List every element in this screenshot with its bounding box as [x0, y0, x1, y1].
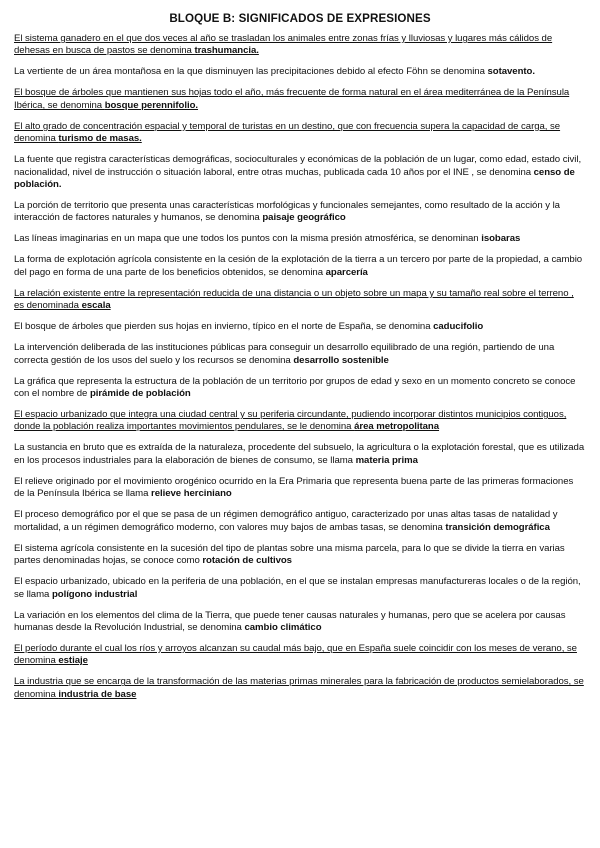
- definition-paragraph: [14, 442, 586, 467]
- definition-paragraph: [14, 576, 586, 601]
- definition-paragraph: [14, 121, 586, 146]
- defined-term: escala: [81, 300, 111, 312]
- defined-term: bosque perennifolio.: [104, 99, 199, 111]
- definition-text: El espacio urbanizado que integra una ciudad central y su periferia circundante, pudiendo incorporar distintos municipios contiguos, donde la población realiza importantes movimientos pendulares, se le denomina: [14, 409, 567, 433]
- definition-paragraph: [14, 254, 586, 279]
- defined-term: paisaje geográfico: [262, 212, 346, 224]
- definition-text: El período durante el cual los ríos y arroyos alcanzan su caudal más bajo, que en España suele coincidir con los meses de verano, se denomina: [14, 642, 577, 667]
- definition-text: Las líneas imaginarias en un mapa que une todos los puntos con la misma presión atmosférica, se denominan: [14, 233, 482, 245]
- defined-term: estiaje: [58, 655, 88, 667]
- definition-paragraph: [14, 33, 586, 58]
- definition-paragraph: [14, 376, 586, 401]
- definition-text: El sistema ganadero en el que dos veces al año se trasladan los animales entre zonas frías y lluviosas y lugares más cálidos de dehesas en busca de pastos se denomina: [14, 33, 553, 57]
- definition-paragraph: [14, 509, 586, 534]
- definition-text: La relación existente entre la representación reducida de una distancia o un objeto sobre un mapa y su tamaño real sobre el terreno , es denominada: [14, 287, 574, 312]
- defined-term: censo de población.: [14, 166, 575, 191]
- definition-text: El bosque de árboles que mantienen sus hojas todo el año, más frecuente de forma natural en el área mediterránea de la Península Ibérica, se denomina: [14, 87, 570, 111]
- definition-paragraph: [14, 66, 586, 78]
- defined-term: materia prima: [355, 454, 418, 466]
- definition-paragraph: [14, 200, 586, 225]
- definition-text: La fuente que registra características demográficas, socioculturales y económicas de la población de un lugar, como edad, estado civil, nacionalidad, nivel de instrucción o situación laboral, entre otras muchas, publicada cada 10 años por el INE , se denomina: [14, 154, 582, 178]
- definition-paragraph: [14, 543, 586, 568]
- defined-term: rotación de cultivos: [202, 555, 292, 567]
- defined-term: caducifolio: [433, 321, 484, 333]
- definition-text: La porción de territorio que presenta unas características morfológicas y funcionales semejantes, como resultado de la acción y la interacción de factores naturales y humanos, se denomina: [14, 200, 560, 224]
- defined-term: polígono industrial: [51, 588, 138, 600]
- definition-paragraph: [14, 233, 586, 245]
- defined-term: turismo de masas.: [58, 133, 142, 145]
- definition-text: La intervención deliberada de las instituciones públicas para conseguir un desarrollo equilibrado de una región, partiendo de una correcta gestión de los usos del suelo y los recursos se denomina: [14, 342, 555, 366]
- defined-term: desarrollo sostenible: [293, 354, 389, 366]
- defined-term: cambio climático: [244, 621, 322, 633]
- definition-text: El bosque de árboles que pierden sus hojas en invierno, típico en el norte de España, se denomina: [14, 321, 434, 333]
- defined-term: trashumancia.: [194, 45, 259, 57]
- definition-text: La forma de explotación agrícola consistente en la cesión de la explotación de la tierra a un tercero por parte de la propiedad, a cambio del pago en forma de una parte de los beneficios obtenidos, se denomina: [14, 254, 583, 278]
- definition-text: El proceso demográfico por el que se pasa de un régimen demográfico antiguo, caracterizado por unas altas tasas de natalidad y mortalidad, a un régimen demográfico moderno, con valores muy bajos de ambas tasas, se denomina: [14, 509, 558, 533]
- definition-paragraph: [14, 154, 586, 191]
- definition-paragraph: [14, 321, 586, 333]
- defined-term: transición demográfica: [445, 521, 550, 533]
- definition-text: El relieve originado por el movimiento orogénico ocurrido en la Era Primaria que representa buena parte de las primeras formaciones de la Península Ibérica se llama: [14, 475, 574, 500]
- definition-text: La sustancia en bruto que es extraída de la naturaleza, procedente del subsuelo, la agricultura o la explotación forestal, que es utilizada en los procesos industriales para la elaboración de bienes de consumo, se llama: [14, 442, 585, 466]
- page-title: BLOQUE B: SIGNIFICADOS DE EXPRESIONES: [169, 12, 431, 25]
- definition-paragraph: [14, 610, 586, 635]
- definition-text: La industria que se encarga de la transformación de las materias primas minerales para la fabricación de productos semielaborados, se denomina: [14, 676, 584, 700]
- defined-term: relieve herciniano: [151, 488, 232, 500]
- definition-paragraph: [14, 288, 586, 313]
- definition-paragraph: [14, 643, 586, 668]
- definition-paragraph: [14, 676, 586, 701]
- definition-text: La variación en los elementos del clima de la Tierra, que puede tener causas naturales y humanas, pero que se acelera por causas humanas desde la Revolución Industrial, se denomina: [14, 609, 566, 633]
- definition-paragraph: [14, 409, 586, 434]
- definition-text: El sistema agrícola consistente en la sucesión del tipo de plantas sobre una misma parcela, para lo que se divide la tierra en varias partes denominadas hojas, se conoce como: [14, 542, 565, 567]
- defined-term: industria de base: [58, 688, 137, 700]
- definition-text: El alto grado de concentración espacial y temporal de turistas en un destino, que con frecuencia supera la capacidad de carga, se denomina: [14, 120, 561, 145]
- defined-term: aparcería: [325, 266, 368, 278]
- defined-term: sotavento.: [487, 66, 535, 78]
- definition-text: La gráfica que representa la estructura de la población de un territorio por grupos de edad y sexo en un momento concreto se conoce con el nombre de: [14, 375, 576, 400]
- definition-text: La vertiente de un área montañosa en la que disminuyen las precipitaciones debido al efecto Föhn se denomina: [14, 66, 488, 78]
- defined-term: área metropolitana: [354, 421, 440, 433]
- definition-paragraph: [14, 87, 586, 112]
- definition-paragraph: [14, 342, 586, 367]
- defined-term: isobaras: [481, 233, 521, 245]
- definition-paragraph: [14, 476, 586, 501]
- definition-text: El espacio urbanizado, ubicado en la periferia de una población, en el que se instalan empresas manufactureras locales o de la región, se llama: [14, 576, 581, 600]
- defined-term: pirámide de población: [89, 388, 191, 400]
